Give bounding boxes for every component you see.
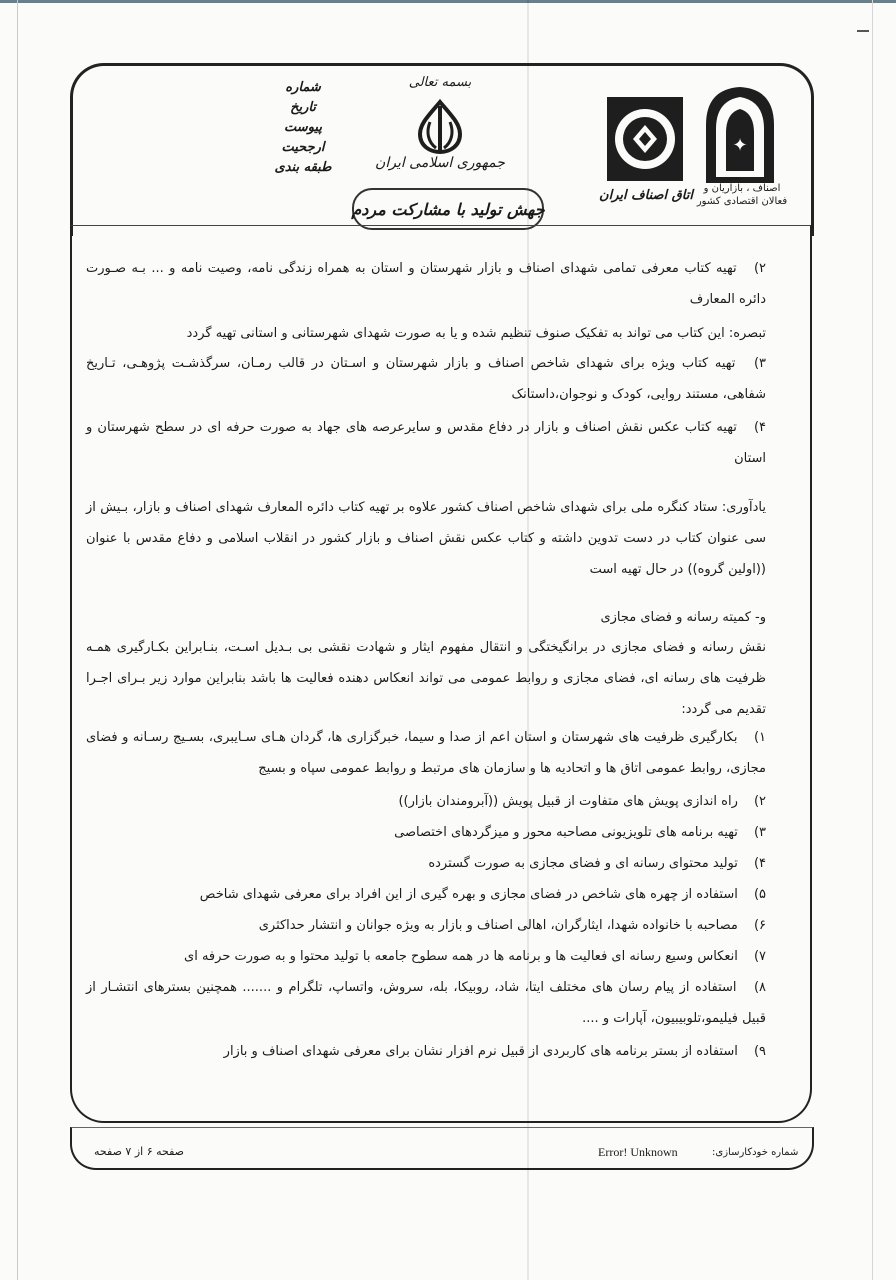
section-title: و- کمیته رسانه و فضای مجازی	[600, 610, 766, 625]
republic-caption: جمهوری اسلامی ایران	[375, 155, 505, 171]
list-item: ۴) تهیه کتاب عکس نقش اصناف و بازار در دفاع مقدس و سایرعرصه های جهاد به صورت حرفه ای در سطح شهرستان و استان	[86, 420, 766, 466]
list-item: ۳) تهیه کتاب ویژه برای شهدای شاخص اصناف و بازار شهرستان و اسـتان در قالب رمـان، سرگذشـت پژوهـی، تـاریخ شفاهی، مستند روایی، کودک و نوجوان،داستانک	[86, 356, 766, 402]
list-item: ۹) استفاده از بستر برنامه های کاربردی از قبیل نرم افزار نشان برای معرفی شهدای اصناف و بازار	[223, 1044, 766, 1059]
margin-rule-left	[17, 0, 18, 1280]
note-line: تبصره: این کتاب می تواند به تفکیک صنوف تنظیم شده و یا به صورت شهدای شهرستانی و استانی تهیه گردد	[186, 326, 766, 341]
meta-number-label: شماره	[285, 80, 321, 95]
letter-meta-fields	[268, 78, 338, 178]
serial-number-label: شماره خودکارسازی:	[712, 1147, 799, 1158]
reminder-paragraph: یادآوری: ستاد کنگره ملی برای شهدای شاخص اصناف کشور علاوه بر تهیه کتاب دائره المعارف شهدای اصناف و بازار، بـیش از سی عنوان کتاب در دست تدوین داشته و کتاب عکس نقش اصناف و بازار کشور در انقلاب اسلامی و دفاع مقدس با عنوان ((اولین گروه)) در حال تهیه است	[86, 500, 766, 577]
basmala-heading: بسمه تعالی	[408, 75, 472, 90]
list-item: ۸) استفاده از پیام رسان های مختلف ایتا، شاد، روبیکا، بله، سروش، واتساپ، تلگرام و ....... همچنین بسترهای انتشـار از قبیل فیلیمو،تلوبیبیون، آپارات و ....	[86, 980, 766, 1026]
meta-attachment-label: پیوست	[284, 120, 322, 135]
slogan-text: جهش تولید با مشارکت مردم	[351, 199, 545, 219]
list-item: ۲) تهیه کتاب معرفی تمامی شهدای اصناف و بازار شهرستان و استان به همراه زندگی نامه، وصیت نامه و ... بـه صـورت دائره المعارف	[86, 261, 766, 307]
list-item: ۶) مصاحبه با خانواده شهدا، ایثارگران، اهالی اصناف و بازار به ویژه جوانان و انتشار حداکثری	[258, 918, 766, 933]
list-item: ۴) تولید محتوای رسانه ای و فضای مجازی به صورت گسترده	[428, 856, 766, 871]
national-emblem-icon	[410, 98, 470, 154]
meta-priority-label: ارجحیت	[281, 140, 325, 155]
field-error-text: Error! Unknown	[598, 1145, 678, 1159]
list-item: ۱) بکارگیری ظرفیت های شهرستان و استان اعم از صدا و سیما، خبرگزاری ها، گردان هـای سـایبری، بسـیج رسـانه و فضای مجازی، روابط عمومی اتاق ها و اتحادیه ها و سازمان های مرتبط و روابط عمومی سپاه و بسیج	[86, 730, 766, 776]
meta-date-label: تاریخ	[290, 100, 316, 115]
section-intro: نقش رسانه و فضای مجازی در برانگیختگی و انتقال مفهوم ایثار و شهادت نقشی بی بـدیل اسـت، بنـابراین بکـارگیری همـه ظرفیت های رسانه ای، فضای مجازی و روابط عمومی می تواند انعکاس دهنده فعالیت ها باشد بنابراین موارد زیر بـرای اجـرا تقدیم می گردد:	[86, 640, 766, 717]
guilds-chamber-logo	[605, 95, 685, 183]
slogan-banner	[352, 188, 544, 230]
page-number: صفحه ۶ از ۷ صفحه	[94, 1145, 185, 1158]
guilds-chamber-caption: اتاق اصناف ایران	[599, 188, 693, 203]
bazaar-logo-caption: اصناف ، بازاریان و فعالان اقتصادی کشور	[696, 183, 788, 207]
list-item: ۷) انعکاس وسیع رسانه ای فعالیت ها و برنامه ها در همه سطوح جامعه با تولید محتوا و به صورت حرفه ای	[184, 949, 766, 964]
margin-rule-right	[872, 0, 873, 1280]
scan-mark	[857, 30, 869, 32]
meta-classification-label: طبقه بندی	[274, 160, 332, 175]
svg-text:✦: ✦	[732, 135, 748, 156]
list-item: ۵) استفاده از چهره های شاخص در فضای مجازی و بهره گیری از این افراد برای معرفی شهدای شاخص	[199, 887, 766, 902]
list-item: ۳) تهیه برنامه های تلویزیونی مصاحبه محور و میزگردهای اختصاصی	[394, 825, 766, 840]
top-edge-line	[0, 0, 896, 3]
bazaar-emblem-logo	[700, 85, 780, 185]
list-item: ۲) راه اندازی پویش های متفاوت از قبیل پویش ((آبرومندان بازار))	[398, 794, 766, 809]
